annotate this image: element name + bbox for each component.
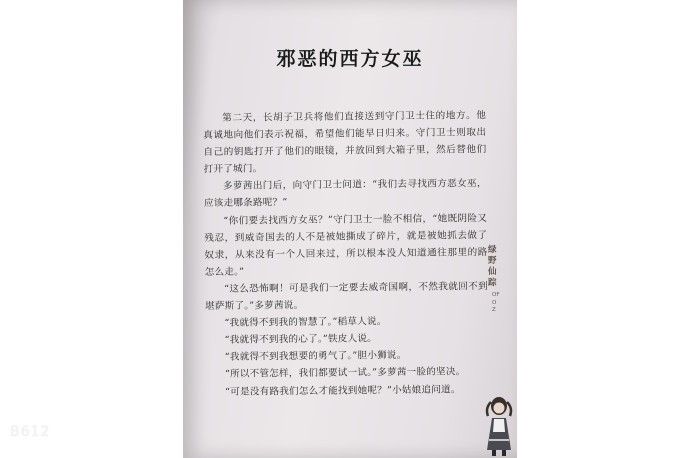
girl-illustration-icon xyxy=(477,392,517,458)
paragraph: “你们要去找西方女巫？”守门卫士一脸不相信，“她既阴险又残忍，到威奇国去的人不是被她撕成了碎片，就是被她抓去做了奴隶，从来没有一个人回来过，所以根本没人知道通往那里的路怎么走。” xyxy=(204,212,488,278)
book-page xyxy=(183,0,517,458)
paragraph: “我就得不到我的智慧了。”稻草人说。 xyxy=(224,316,387,329)
paragraph: “所以不管怎样，我们都要试一试。”多萝茜一脸的坚决。 xyxy=(224,366,466,381)
paragraph: 第二天，长胡子卫兵将他们直接送到守门卫士住的地方。他真诚地向他们表示祝福，希望他们能早日归来。守门卫士则取出自己的钥匙打开了他们的眼镜，并放回到大箱子里，然后替他们打开了城门。 xyxy=(203,110,487,176)
side-book-title: 绿野仙踪 xyxy=(488,245,497,288)
paragraph: “我就得不到我想要的勇气了。”胆小狮说。 xyxy=(224,350,407,364)
chapter-body xyxy=(203,107,489,401)
paragraph: 多萝茜出门后，向守门卫士问道：“我们去寻找西方恶女巫，应该走哪条路呢？” xyxy=(203,178,487,210)
watermark-text: B612 xyxy=(10,424,51,440)
paragraph: “这么恐怖啊！可是我们一定要去威奇国啊，不然我就回不到堪萨斯了。”多萝茜说。 xyxy=(205,280,488,313)
chapter-title: 邪恶的西方女巫 xyxy=(276,48,424,70)
paragraph: “可是没有路我们怎么才能找到她呢？”小姑娘追问道。 xyxy=(225,383,461,398)
paragraph: “我就得不到我的心了。”铁皮人说。 xyxy=(224,333,377,347)
side-book-english: OF OZ xyxy=(492,292,500,313)
